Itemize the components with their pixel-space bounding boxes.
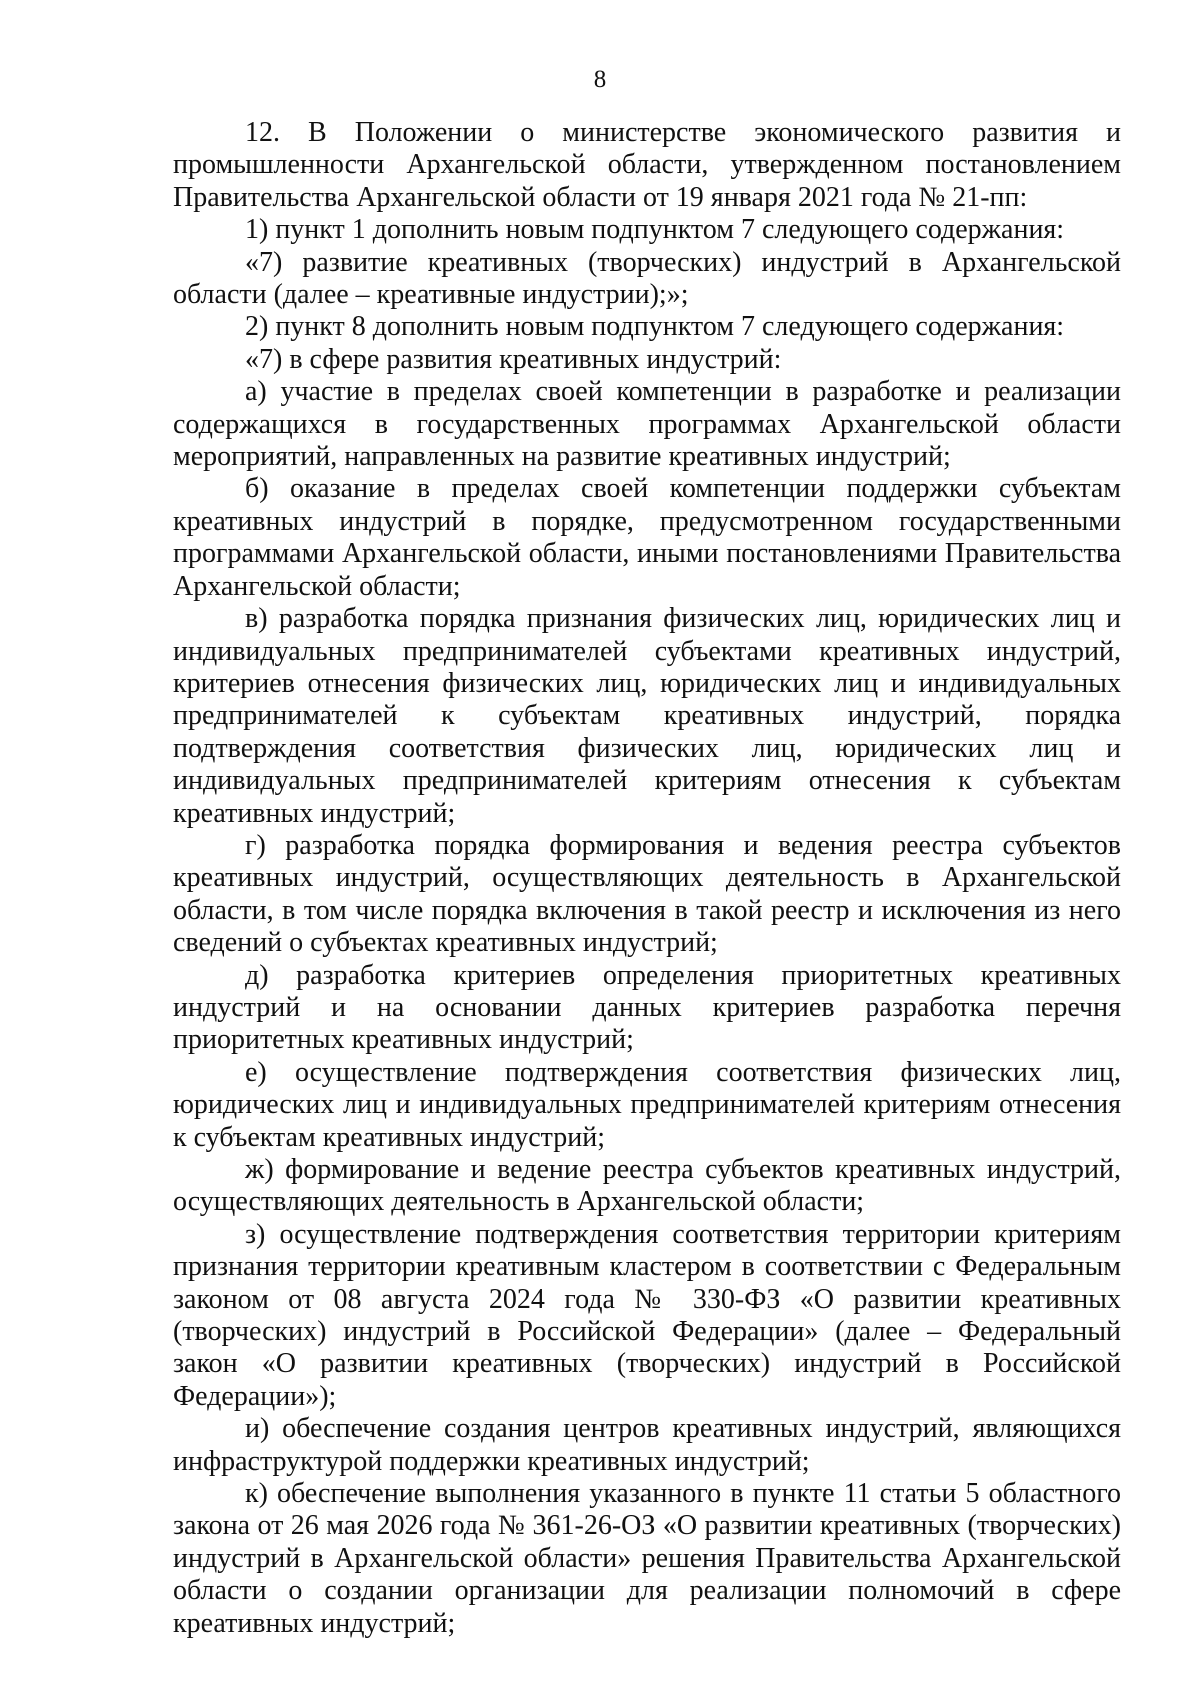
paragraph-subitem-1: 1) пункт 1 дополнить новым подпунктом 7 следующего содержания: [245, 214, 1065, 246]
paragraph-subitem-2: 2) пункт 8 дополнить новым подпунктом 7 следующего содержания: [245, 311, 1065, 343]
paragraph-item-a: а) участие в пределах своей компетенции в разработке и реализации содержащихся в государственных программах Архангельской области мероприятий, направленных на развитие креативных индустрий; [173, 376, 1121, 473]
paragraph-item-zh: ж) формирование и ведение реестра субъектов креативных индустрий, осуществляющих деятельность в Архангельской области; [173, 1154, 1121, 1218]
page-number: 8 [593, 66, 607, 93]
paragraph-quote-7-sphere: «7) в сфере развития креативных индустрий: [245, 343, 782, 375]
paragraph-item-b: б) оказание в пределах своей компетенции поддержки субъектам креативных индустрий в порядке, предусмотренном государственными программами Архангельской области, иными постановлениями Правительства Архангельской области; [173, 473, 1121, 602]
paragraph-quote-7-development: «7) развитие креативных (творческих) индустрий в Архангельской области (далее – креативные индустрии);»; [173, 246, 1121, 311]
document-body [173, 117, 1121, 1640]
paragraph-item-12-intro: 12. В Положении о министерстве экономического развития и промышленности Архангельской области, утвержденном постановлением Правительства Архангельской области от 19 января 2021 года № 21-пп: [173, 117, 1121, 213]
paragraph-item-v: в) разработка порядка признания физических лиц, юридических лиц и индивидуальных предпринимателей субъектами креативных индустрий, критериев отнесения физических лиц, юридических лиц и индивидуальных предпринимателей к субъектам креативных индустрий, порядка подтверждения соответствия физических лиц, юридических лиц и индивидуальных предпринимателей критериям отнесения к субъектам креативных индустрий; [173, 603, 1121, 829]
paragraph-item-e: е) осуществление подтверждения соответствия физических лиц, юридических лиц и индивидуальных предпринимателей критериям отнесения к субъектам креативных индустрий; [173, 1056, 1121, 1153]
paragraph-item-k: к) обеспечение выполнения указанного в пункте 11 статьи 5 областного закона от 26 мая 2026 года № 361-26-ОЗ «О развитии креативных (творческих) индустрий в Архангельской области» решения Правительства Архангельской области о создании организации для реализации полномочий в сфере креативных индустрий; [173, 1478, 1121, 1639]
paragraph-item-d: д) разработка критериев определения приоритетных креативных индустрий и на основании данных критериев разработка перечня приоритетных креативных индустрий; [173, 959, 1121, 1056]
paragraph-item-g: г) разработка порядка формирования и ведения реестра субъектов креативных индустрий, осуществляющих деятельность в Архангельской области, в том числе порядка включения в такой реестр и исключения из него сведений о субъектах креативных индустрий; [173, 829, 1121, 959]
paragraph-item-i: и) обеспечение создания центров креативных индустрий, являющихся инфраструктурой поддержки креативных индустрий; [173, 1413, 1121, 1477]
paragraph-item-z: з) осуществление подтверждения соответствия территории критериям признания территории креативным кластером в соответствии с Федеральным законом от 08 августа 2024 года № 330-ФЗ «О развитии креативных (творческих) индустрий в Российской Федерации» (далее – Федеральный закон «О развитии креативных (творческих) индустрий в Российской Федерации»); [173, 1218, 1121, 1412]
